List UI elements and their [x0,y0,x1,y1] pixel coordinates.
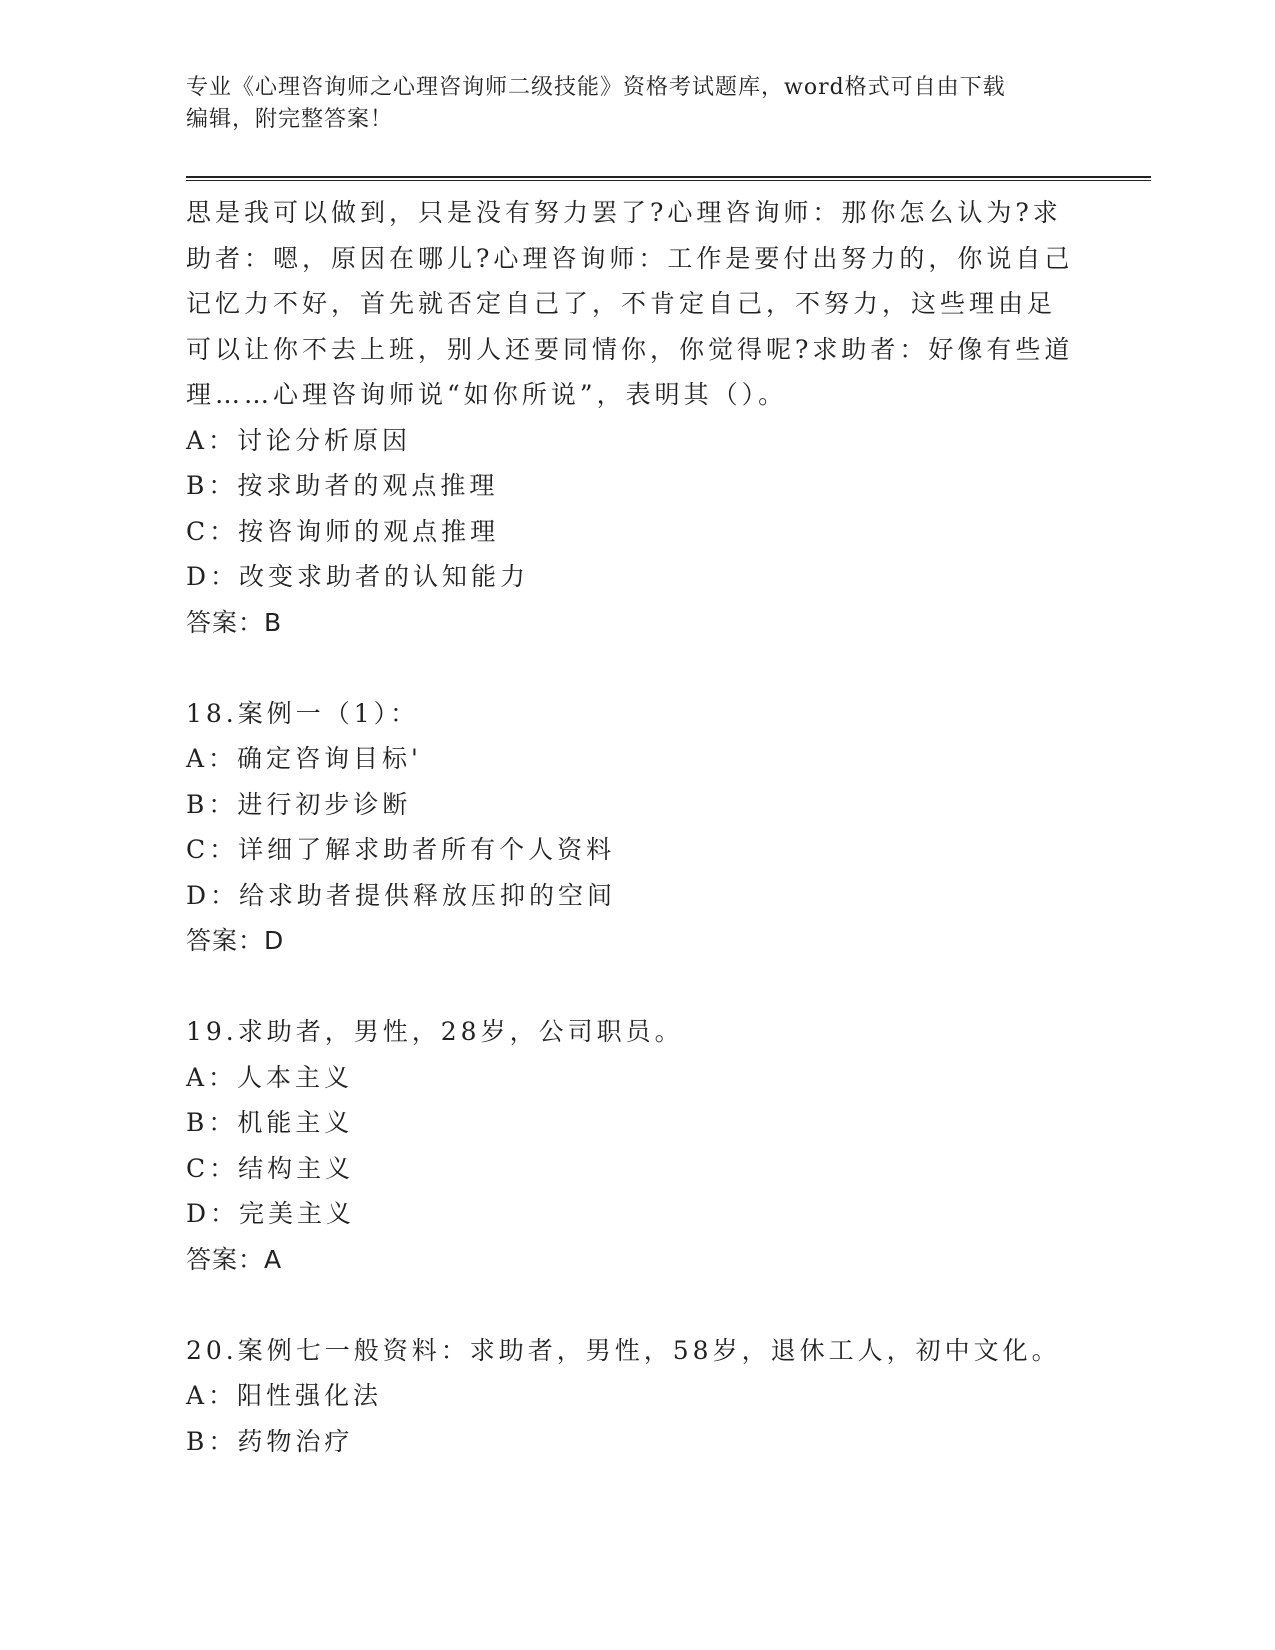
spacer [186,645,1086,691]
option-b: B：进行初步诊断 [186,789,412,819]
header-line-1: 专业《心理咨询师之心理咨询师二级技能》资格考试题库，word格式可自由下载 [186,75,1006,100]
question-text-line: 记忆力不好，首先就否定自己了，不肯定自己，不努力，这些理由足 [186,289,1057,318]
question-text-line: 思是我可以做到，只是没有努力罢了?心理咨询师：那你怎么认为?求 [186,198,1062,227]
header-divider [186,176,1151,181]
option-b: B：按求助者的观点推理 [186,471,499,500]
question-text-line: 可以让你不去上班，别人还要同情你，你觉得呢?求助者：好像有些道 [186,334,1074,364]
option-a: A：阳性强化法 [186,1381,383,1410]
question-text-line: 理……心理咨询师说“如你所说”，表明其（）。 [186,380,788,409]
question-stem: 19.求助者，男性，28岁，公司职员。 [186,1017,684,1046]
option-d: D：改变求助者的认知能力 [186,562,530,591]
spacer [186,1282,1086,1328]
question-18 [186,691,1086,964]
option-b: B：机能主义 [186,1108,354,1137]
question-17-continued [186,190,1086,645]
question-20 [186,1328,1086,1465]
option-c: C：详细了解求助者所有个人资料 [186,835,616,864]
option-c: C：按咨询师的观点推理 [186,516,500,546]
question-text-line: 助者：嗯，原因在哪儿?心理咨询师：工作是要付出努力的，你说自己 [186,243,1074,273]
option-c: C：结构主义 [186,1153,355,1183]
question-stem: 20.案例七一般资料：求助者，男性，58岁，退休工人，初中文化。 [186,1335,1061,1365]
answer-label: 答案：D [186,926,285,955]
question-content [186,190,1086,1464]
header-line-2: 编辑，附完整答案！ [186,107,394,132]
option-a: A：人本主义 [186,1062,354,1092]
spacer [186,964,1086,1010]
answer-label: 答案：B [186,607,283,637]
answer-label: 答案：A [186,1244,283,1274]
option-b: B：药物治疗 [186,1426,354,1456]
document-header [186,72,1086,136]
option-d: D：完美主义 [186,1199,356,1228]
option-d: D：给求助者提供释放压抑的空间 [186,880,617,910]
option-a: A：讨论分析原因 [186,425,412,455]
question-stem: 18.案例一（1）： [186,698,420,728]
question-19 [186,1009,1086,1282]
option-a: A：确定咨询目标' [186,744,422,773]
